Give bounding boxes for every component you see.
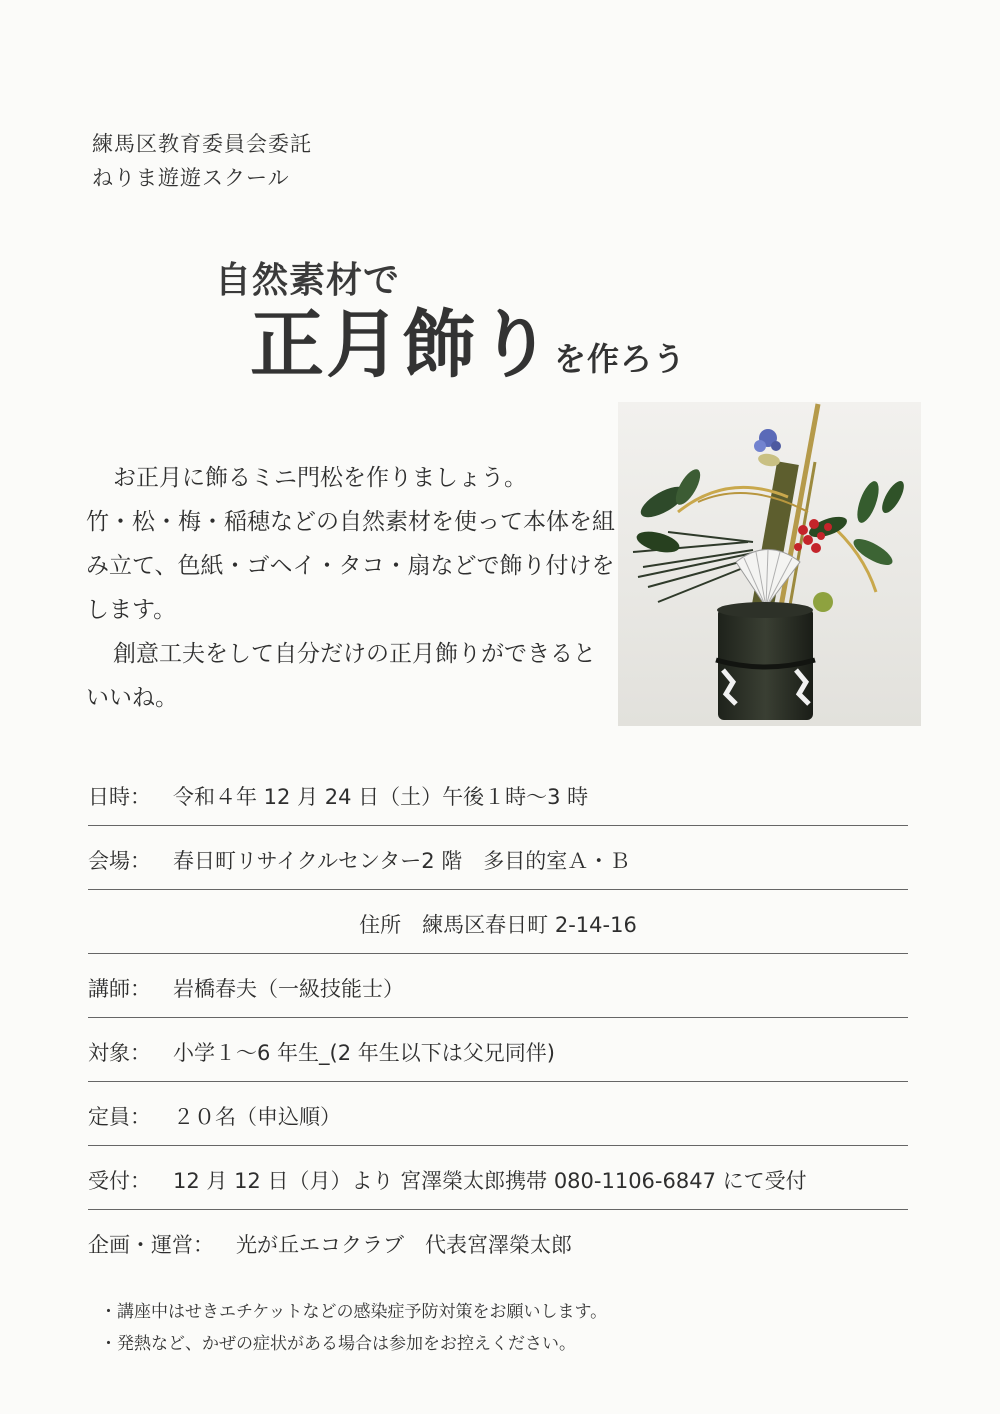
kadomatsu-photo [618,402,921,726]
school-name: ねりま遊遊スクール [92,166,290,190]
note-item: ・講座中はせきエチケットなどの感染症予防対策をお願いします。 [100,1302,608,1322]
date-label: 日時： [88,784,151,809]
page-title [250,300,686,404]
detail-row-date [88,762,908,826]
intro-paragraph: お正月に飾るミニ門松を作りましょう。 [113,465,527,491]
title-main-text: 正月飾り [250,302,554,388]
notes [100,1296,607,1360]
intro-text [86,456,616,720]
page-subtitle: 自然素材で [215,260,401,301]
venue-label: 会場： [88,848,151,873]
organization-line: 練馬区教育委員会委託 [92,132,312,156]
venue-value: 春日町リサイクルセンター2 階 多目的室Ａ・Ｂ [173,848,631,873]
date-value: 令和４年 12 月 24 日（土）午後１時～3 時 [173,784,589,809]
event-details [88,762,908,1274]
detail-row-address [88,890,908,954]
kadomatsu-illustration [618,402,921,726]
capacity-value: ２０名（申込順） [173,1104,341,1129]
target-value: 小学１～6 年生_(2 年生以下は父兄同伴) [173,1040,555,1065]
detail-row-capacity [88,1082,908,1146]
detail-row-venue [88,826,908,890]
organizer-value: 光が丘エコクラブ 代表宮澤榮太郎 [236,1233,572,1257]
address-value: 住所 練馬区春日町 2-14-16 [359,912,637,937]
instructor-label: 講師： [88,976,151,1001]
title-suffix: を作ろう [554,340,687,378]
organizer-label: 企画・運営： [88,1233,214,1257]
instructor-value: 岩橋春夫（一級技能士） [173,976,404,1001]
detail-row-reception [88,1146,908,1210]
reception-value: 12 月 12 日（月）より 宮澤榮太郎携帯 080-1106-6847 にて受付 [173,1168,807,1193]
target-label: 対象： [88,1040,151,1065]
intro-paragraph: 創意工夫をして自分だけの正月飾りができるといいね。 [86,641,596,711]
detail-row-instructor [88,954,908,1018]
note-item: ・発熱など、かぜの症状がある場合は参加をお控えください。 [100,1334,576,1354]
capacity-label: 定員： [88,1104,151,1129]
reception-label: 受付： [88,1168,151,1193]
intro-paragraph: 竹・松・梅・稲穂などの自然素材を使って本体を組み立て、色紙・ゴヘイ・タコ・扇などで飾り付けをします。 [86,509,615,623]
detail-row-organizer [88,1210,908,1274]
detail-row-target [88,1018,908,1082]
